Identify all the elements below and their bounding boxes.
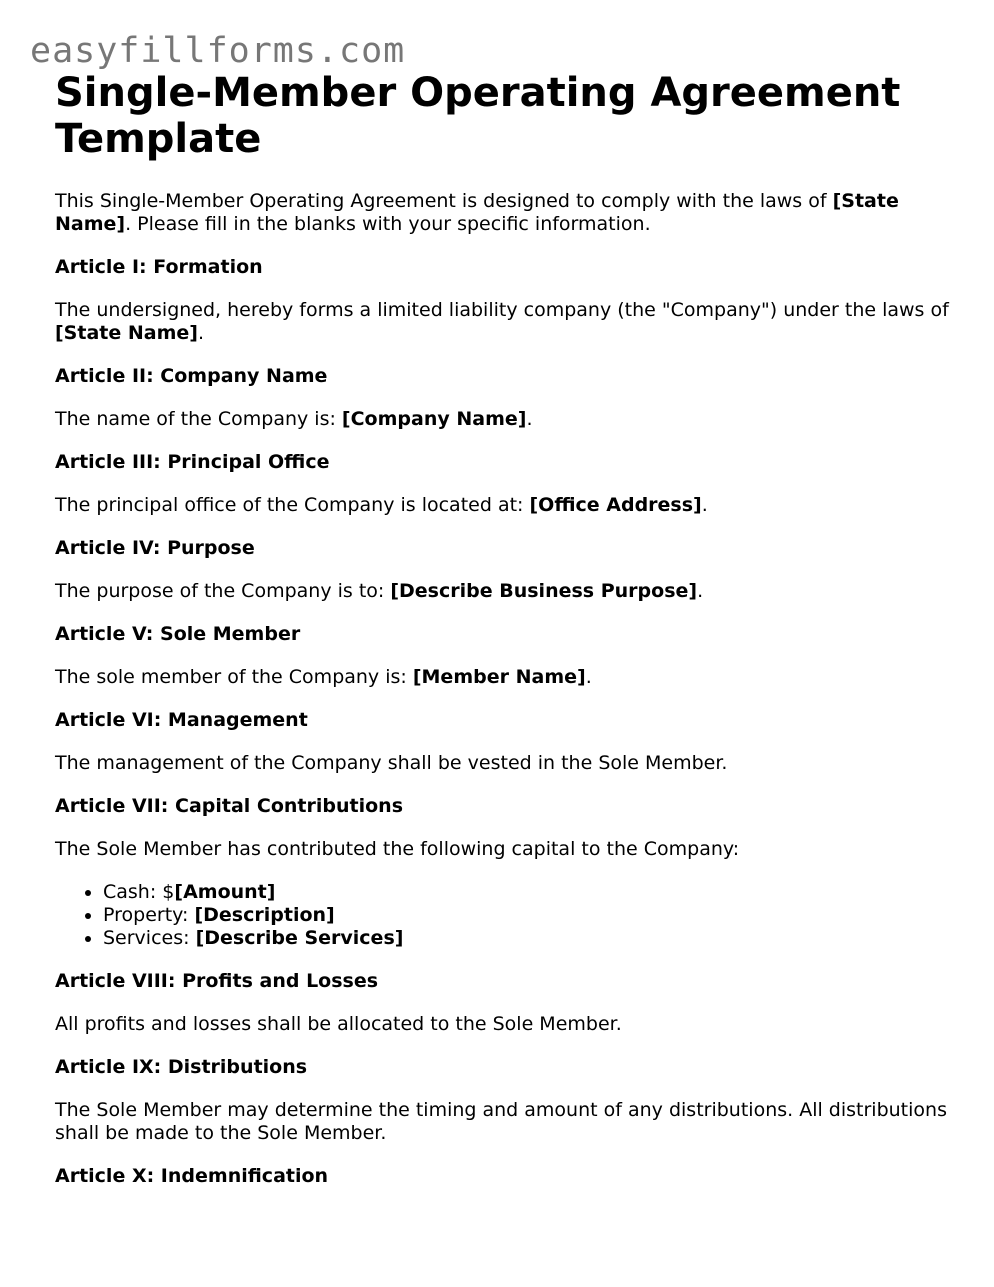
business-purpose-placeholder: [Describe Business Purpose] [390, 580, 698, 602]
description-placeholder: [Description] [194, 904, 335, 926]
state-name-placeholder: [State Name] [55, 190, 899, 235]
article-6-text: The management of the Company shall be vested in the Sole Member. [55, 752, 728, 774]
article-1-text-start: The undersigned, hereby forms a limited liability company (the "Company") under the laws of [55, 299, 949, 321]
watermark: easyfillforms.com [30, 31, 406, 71]
article-3-text [55, 494, 950, 517]
article-5-text [55, 666, 950, 689]
article-4-text-end: . [697, 580, 704, 602]
list-item-property [103, 904, 950, 927]
article-4-heading: Article IV: Purpose [55, 537, 255, 559]
article-3-text-start: The principal office of the Company is located at: [55, 494, 530, 516]
article-10-heading: Article X: Indemnification [55, 1165, 329, 1187]
article-2-text-end: . [526, 408, 533, 430]
article-5-text-end: . [585, 666, 592, 688]
article-8-text: All profits and losses shall be allocated to the Sole Member. [55, 1013, 622, 1035]
article-4-text-start: The purpose of the Company is to: [55, 580, 391, 602]
article-2-text-start: The name of the Company is: [55, 408, 342, 430]
intro-text-end: . Please fill in the blanks with your specific information. [125, 213, 651, 235]
document-body [55, 190, 950, 1208]
article-7-text: The Sole Member has contributed the following capital to the Company: [55, 838, 740, 860]
document-title: Single-Member Operating Agreement Template [55, 70, 901, 162]
article-8-heading: Article VIII: Profits and Losses [55, 970, 379, 992]
article-9-text: The Sole Member may determine the timing and amount of any distributions. All distributions shall be made to the Sole Member. [55, 1099, 947, 1144]
article-5-text-start: The sole member of the Company is: [55, 666, 413, 688]
company-name-placeholder: [Company Name] [341, 408, 527, 430]
capital-contributions-list [55, 881, 950, 950]
article-7-heading: Article VII: Capital Contributions [55, 795, 404, 817]
article-2-text [55, 408, 950, 431]
amount-placeholder: [Amount] [174, 881, 276, 903]
article-6-heading: Article VI: Management [55, 709, 308, 731]
list-item-services [103, 927, 950, 950]
article-9-heading: Article IX: Distributions [55, 1056, 308, 1078]
list-item-label: Property: [103, 904, 195, 926]
state-name-placeholder: [State Name] [55, 322, 198, 344]
article-3-text-end: . [701, 494, 708, 516]
article-1-text [55, 299, 950, 345]
article-3-heading: Article III: Principal Office [55, 451, 330, 473]
intro-paragraph [55, 190, 950, 236]
intro-text: This Single-Member Operating Agreement is designed to comply with the laws of [55, 190, 833, 212]
list-item-label: Cash: $ [103, 881, 175, 903]
article-5-heading: Article V: Sole Member [55, 623, 301, 645]
member-name-placeholder: [Member Name] [412, 666, 586, 688]
article-4-text [55, 580, 950, 603]
article-1-heading: Article I: Formation [55, 256, 263, 278]
article-1-text-end: . [197, 322, 204, 344]
services-placeholder: [Describe Services] [195, 927, 404, 949]
article-2-heading: Article II: Company Name [55, 365, 328, 387]
list-item-cash [103, 881, 950, 904]
office-address-placeholder: [Office Address] [529, 494, 702, 516]
list-item-label: Services: [103, 927, 196, 949]
